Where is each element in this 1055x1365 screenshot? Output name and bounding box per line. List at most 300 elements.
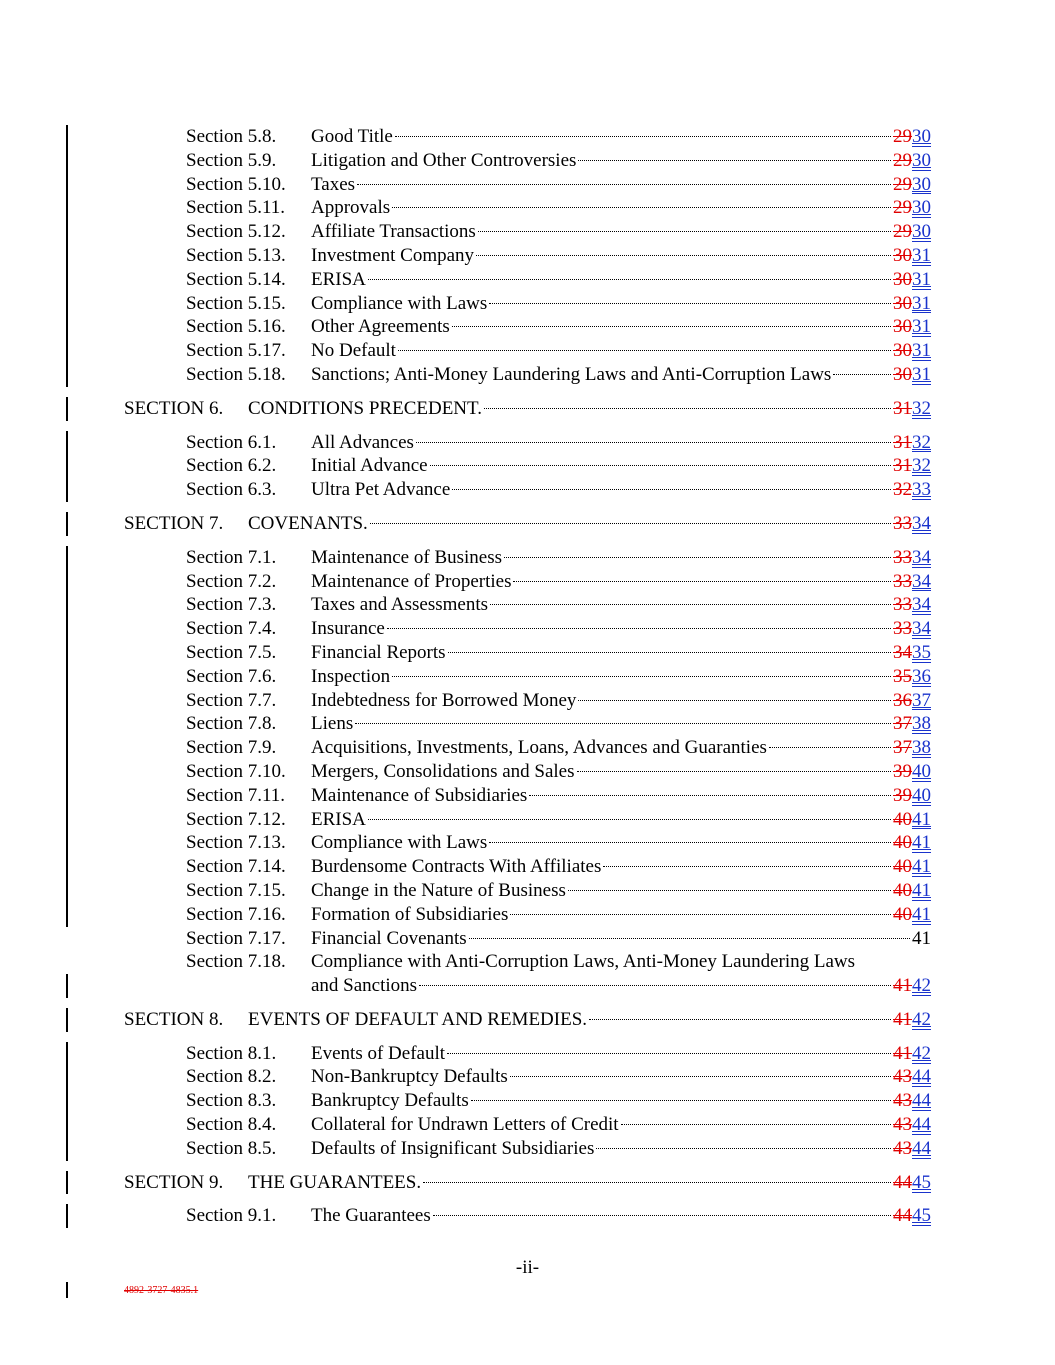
dot-leader	[357, 184, 891, 185]
change-bar	[66, 1089, 68, 1113]
inserted-page-ref[interactable]: 42	[912, 975, 931, 997]
toc-entry[interactable]	[0, 244, 1055, 268]
deleted-page-ref: 33	[893, 570, 912, 592]
change-bar	[66, 879, 68, 903]
page-ref	[893, 712, 931, 736]
page-ref	[893, 879, 931, 903]
entry-title-row	[248, 397, 931, 421]
section-title: Bankruptcy Defaults	[311, 1090, 469, 1112]
section-title: All Advances	[311, 431, 414, 453]
dot-leader	[484, 408, 891, 409]
deleted-page-ref: 43	[893, 1066, 912, 1088]
section-title: Financial Covenants	[311, 927, 467, 949]
inserted-page-ref[interactable]: 44	[912, 1114, 931, 1136]
dot-leader	[513, 581, 891, 582]
inserted-page-ref[interactable]: 32	[912, 431, 931, 453]
page-ref	[893, 220, 931, 244]
page-ref	[893, 689, 931, 713]
inserted-page-ref[interactable]: 34	[912, 546, 931, 568]
dot-leader	[833, 374, 891, 375]
toc-entry[interactable]	[0, 125, 1055, 149]
deleted-page-ref: 32	[893, 479, 912, 501]
section-title: CONDITIONS PRECEDENT.	[248, 397, 482, 419]
dot-leader	[368, 819, 891, 820]
toc-entry[interactable]	[0, 196, 1055, 220]
page-ref	[893, 1008, 931, 1032]
inserted-page-ref[interactable]: 45	[912, 1171, 931, 1193]
toc-entry[interactable]	[0, 974, 1055, 998]
inserted-page-ref[interactable]: 32	[912, 397, 931, 419]
entry-title-row	[311, 1137, 931, 1161]
deleted-page-ref: 29	[893, 149, 912, 171]
inserted-page-ref[interactable]: 30	[912, 149, 931, 171]
spacer	[0, 998, 1055, 1008]
section-title: Maintenance of Properties	[311, 570, 512, 592]
section-title: THE GUARANTEES.	[248, 1171, 422, 1193]
section-number: SECTION 6.	[124, 397, 224, 419]
section-number: Section 7.16.	[186, 903, 286, 925]
toc-entry[interactable]	[0, 478, 1055, 502]
change-bar	[66, 244, 68, 268]
dot-leader	[370, 523, 891, 524]
deleted-page-ref: 44	[893, 1171, 912, 1193]
deleted-page-ref: 37	[893, 737, 912, 759]
dot-leader	[589, 1019, 891, 1020]
deleted-page-ref: 36	[893, 689, 912, 711]
entry-title-row	[311, 831, 931, 855]
change-bar	[66, 1137, 68, 1161]
toc-entry[interactable]	[0, 315, 1055, 339]
toc-entry[interactable]	[0, 855, 1055, 879]
section-title: COVENANTS.	[248, 512, 368, 534]
inserted-page-ref[interactable]: 31	[912, 292, 931, 314]
inserted-page-ref[interactable]: 30	[912, 126, 931, 147]
page-ref	[893, 1113, 931, 1137]
inserted-page-ref[interactable]: 44	[912, 1066, 931, 1088]
section-title: Financial Reports	[311, 641, 446, 663]
page-ref	[893, 546, 931, 570]
deleted-page-ref: 30	[893, 292, 912, 314]
section-number: Section 6.3.	[186, 479, 277, 501]
deleted-page-ref: 35	[893, 665, 912, 687]
section-title: Taxes and Assessments	[311, 594, 489, 616]
dot-leader	[430, 465, 891, 466]
section-number: Section 8.5.	[186, 1137, 277, 1159]
dot-leader	[469, 938, 910, 939]
dot-leader	[471, 1100, 891, 1101]
change-bar	[66, 173, 68, 197]
change-bar	[66, 1171, 68, 1195]
dot-leader	[355, 723, 891, 724]
section-number: Section 5.8.	[186, 126, 277, 147]
deleted-page-ref: 29	[893, 197, 912, 219]
section-title: Maintenance of Subsidiaries	[311, 784, 528, 806]
deleted-page-ref: 33	[893, 594, 912, 616]
section-title: Ultra Pet Advance	[311, 479, 451, 501]
toc-entry[interactable]	[0, 220, 1055, 244]
change-bar	[66, 196, 68, 220]
section-number: Section 5.12.	[186, 221, 286, 243]
inserted-page-ref[interactable]: 38	[912, 713, 931, 735]
deleted-page-ref: 31	[893, 455, 912, 477]
page-ref	[893, 593, 931, 617]
section-title: and Sanctions	[311, 975, 418, 997]
section-number: Section 5.11.	[186, 197, 286, 219]
dot-leader	[392, 676, 891, 677]
inserted-page-ref[interactable]: 42	[912, 1008, 931, 1030]
inserted-page-ref[interactable]: 41	[912, 879, 931, 901]
section-title: Formation of Subsidiaries	[311, 903, 509, 925]
section-number: Section 6.2.	[186, 455, 277, 477]
section-number: Section 7.18.	[186, 951, 286, 973]
spacer	[0, 1194, 1055, 1204]
page-ref	[893, 855, 931, 879]
table-of-contents	[0, 125, 1055, 1228]
section-title: Affiliate Transactions	[311, 221, 476, 243]
deleted-page-ref: 33	[893, 512, 912, 534]
toc-entry[interactable]	[0, 1089, 1055, 1113]
dot-leader	[769, 747, 891, 748]
change-bar	[66, 220, 68, 244]
dot-leader	[419, 985, 891, 986]
change-bar	[66, 736, 68, 760]
dot-leader	[578, 160, 891, 161]
toc-entry[interactable]	[0, 570, 1055, 594]
change-bar	[66, 512, 68, 536]
toc-entry[interactable]	[0, 712, 1055, 736]
dot-leader	[423, 1182, 891, 1183]
toc-heading[interactable]	[0, 397, 1055, 421]
page-ref	[893, 196, 931, 220]
change-bar	[66, 593, 68, 617]
change-bar	[66, 478, 68, 502]
deleted-page-ref: 30	[893, 244, 912, 266]
toc-entry[interactable]	[0, 950, 1055, 974]
page-ref	[893, 1089, 931, 1113]
inserted-page-ref[interactable]: 44	[912, 1137, 931, 1159]
toc-entry[interactable]	[0, 292, 1055, 316]
page-ref	[893, 617, 931, 641]
page-ref	[893, 760, 931, 784]
page-ref	[893, 974, 931, 998]
deleted-page-ref: 29	[893, 126, 912, 147]
section-number: SECTION 9.	[124, 1171, 224, 1193]
entry-title-row	[311, 546, 931, 570]
entry-title-row	[311, 363, 931, 387]
entry-title-row	[311, 292, 931, 316]
document-id: 4892-3727-4835.1	[124, 1285, 199, 1296]
entry-title-row	[311, 268, 931, 292]
entry-title-row	[311, 927, 931, 951]
section-number: Section 5.18.	[186, 363, 286, 385]
inserted-page-ref[interactable]: 30	[912, 221, 931, 243]
dot-leader	[392, 207, 891, 208]
toc-entry[interactable]	[0, 831, 1055, 855]
dot-leader	[452, 326, 891, 327]
inserted-page-ref[interactable]: 35	[912, 641, 931, 663]
entry-title-row	[311, 220, 931, 244]
entry-title-row	[311, 1042, 931, 1066]
toc-entry[interactable]	[0, 760, 1055, 784]
toc-entry[interactable]	[0, 784, 1055, 808]
toc-entry[interactable]	[0, 173, 1055, 197]
deleted-page-ref: 30	[893, 363, 912, 385]
section-number: Section 7.13.	[186, 832, 286, 854]
spacer	[0, 502, 1055, 512]
change-bar	[66, 617, 68, 641]
inserted-page-ref[interactable]: 40	[912, 784, 931, 806]
page-number: -ii-	[515, 1257, 540, 1278]
entry-title-row	[311, 879, 931, 903]
section-number: Section 5.15.	[186, 292, 286, 314]
section-title: Compliance with Anti-Corruption Laws, Anti-Money Laundering Laws	[311, 951, 856, 973]
page-ref	[893, 784, 931, 808]
section-number: Section 7.14.	[186, 856, 286, 878]
toc-entry[interactable]	[0, 339, 1055, 363]
section-number: Section 7.4.	[186, 618, 277, 640]
entry-title-row	[311, 712, 931, 736]
dot-leader	[490, 604, 891, 605]
section-title: ERISA	[311, 268, 366, 290]
section-number: Section 5.13.	[186, 244, 286, 266]
change-bar	[66, 665, 68, 689]
section-number: Section 8.3.	[186, 1090, 277, 1112]
spacer	[0, 421, 1055, 431]
deleted-page-ref: 43	[893, 1090, 912, 1112]
section-title: The Guarantees	[311, 1205, 431, 1227]
section-number: Section 7.7.	[186, 689, 277, 711]
section-number: Section 7.2.	[186, 570, 277, 592]
dot-leader	[510, 914, 891, 915]
page-ref	[893, 808, 931, 832]
entry-title-row	[311, 125, 931, 149]
section-number: Section 7.12.	[186, 808, 286, 830]
deleted-page-ref: 39	[893, 784, 912, 806]
page-ref	[893, 736, 931, 760]
deleted-page-ref: 40	[893, 808, 912, 830]
deleted-page-ref: 41	[893, 1008, 912, 1030]
change-bar	[66, 292, 68, 316]
change-bar	[66, 855, 68, 879]
page-ref	[893, 454, 931, 478]
entry-title-row	[311, 617, 931, 641]
toc-entry[interactable]	[0, 617, 1055, 641]
change-bar	[66, 1042, 68, 1066]
section-number: Section 7.11.	[186, 784, 286, 806]
change-bar	[66, 339, 68, 363]
toc-entry[interactable]	[0, 1137, 1055, 1161]
section-number: Section 8.4.	[186, 1114, 277, 1136]
section-number: Section 5.14.	[186, 268, 286, 290]
inserted-page-ref[interactable]: 31	[912, 316, 931, 338]
entry-title-row	[311, 1204, 931, 1228]
inserted-page-ref[interactable]: 41	[912, 832, 931, 854]
toc-entry[interactable]	[0, 1113, 1055, 1137]
dot-leader	[395, 136, 891, 137]
section-title: Non-Bankruptcy Defaults	[311, 1066, 508, 1088]
section-title: Indebtedness for Borrowed Money	[311, 689, 577, 711]
section-title: ERISA	[311, 808, 366, 830]
toc-entry[interactable]	[0, 903, 1055, 927]
inserted-page-ref[interactable]: 38	[912, 737, 931, 759]
section-number: Section 7.10.	[186, 760, 286, 782]
section-number: Section 8.1.	[186, 1042, 277, 1064]
section-title: Events of Default	[311, 1042, 446, 1064]
entry-title-row	[311, 315, 931, 339]
inserted-page-ref[interactable]: 30	[912, 197, 931, 219]
entry-title-row	[311, 149, 931, 173]
page-ref	[893, 149, 931, 173]
toc-entry[interactable]	[0, 268, 1055, 292]
inserted-page-ref[interactable]: 30	[912, 173, 931, 195]
dot-leader	[368, 279, 891, 280]
inserted-page-ref[interactable]: 41	[912, 808, 931, 830]
section-title: Mergers, Consolidations and Sales	[311, 760, 575, 782]
page-ref	[893, 1171, 931, 1195]
section-title: Approvals	[311, 197, 391, 219]
page-ref	[893, 173, 931, 197]
entry-title-row	[311, 641, 931, 665]
toc-entry[interactable]	[0, 808, 1055, 832]
section-number: Section 7.17.	[186, 927, 286, 949]
inserted-page-ref[interactable]: 45	[912, 1205, 931, 1227]
spacer	[0, 536, 1055, 546]
inserted-page-ref[interactable]: 37	[912, 689, 931, 711]
deleted-page-ref: 43	[893, 1114, 912, 1136]
page-ref	[893, 641, 931, 665]
entry-title-row	[311, 593, 931, 617]
entry-title-row	[311, 689, 931, 713]
entry-title-row	[311, 974, 931, 998]
inserted-page-ref[interactable]: 32	[912, 455, 931, 477]
dot-leader	[621, 1124, 891, 1125]
change-bar	[66, 454, 68, 478]
entry-title-row	[311, 855, 931, 879]
section-number: Section 7.6.	[186, 665, 277, 687]
inserted-page-ref[interactable]: 31	[912, 268, 931, 290]
inserted-page-ref[interactable]: 31	[912, 363, 931, 385]
change-bar	[66, 1065, 68, 1089]
inserted-page-ref[interactable]: 34	[912, 512, 931, 534]
inserted-page-ref[interactable]: 34	[912, 570, 931, 592]
inserted-page-ref[interactable]: 41	[912, 856, 931, 878]
inserted-page-ref[interactable]: 34	[912, 594, 931, 616]
deleted-page-ref: 40	[893, 879, 912, 901]
toc-entry[interactable]	[0, 1204, 1055, 1228]
page-ref	[893, 397, 931, 421]
toc-entry[interactable]	[0, 431, 1055, 455]
inserted-page-ref[interactable]: 31	[912, 340, 931, 362]
page-ref	[893, 665, 931, 689]
section-number: Section 7.9.	[186, 737, 277, 759]
change-bar	[66, 903, 68, 927]
toc-entry[interactable]	[0, 641, 1055, 665]
section-title: Compliance with Laws	[311, 832, 488, 854]
entry-title-row	[311, 1113, 931, 1137]
toc-entry[interactable]	[0, 736, 1055, 760]
entry-title-row	[311, 1089, 931, 1113]
page-ref	[893, 363, 931, 387]
section-number: Section 7.8.	[186, 713, 277, 735]
page-ref	[893, 570, 931, 594]
section-title: Good Title	[311, 126, 393, 147]
deleted-page-ref: 40	[893, 903, 912, 925]
dot-leader	[529, 795, 891, 796]
inserted-page-ref[interactable]: 34	[912, 618, 931, 640]
toc-entry[interactable]	[0, 689, 1055, 713]
page-ref	[893, 315, 931, 339]
toc-heading[interactable]	[0, 1008, 1055, 1032]
toc-heading[interactable]	[0, 512, 1055, 536]
toc-entry[interactable]	[0, 879, 1055, 903]
change-bar	[66, 125, 68, 149]
change-bar	[66, 641, 68, 665]
inserted-page-ref[interactable]: 36	[912, 665, 931, 687]
toc-entry[interactable]	[0, 1065, 1055, 1089]
section-number: Section 5.9.	[186, 149, 277, 171]
inserted-page-ref[interactable]: 41	[912, 903, 931, 925]
toc-entry[interactable]	[0, 593, 1055, 617]
section-number: Section 7.5.	[186, 641, 277, 663]
section-number: Section 5.16.	[186, 316, 286, 338]
toc-entry[interactable]	[0, 363, 1055, 387]
section-title: Change in the Nature of Business	[311, 879, 566, 901]
entry-title-row	[311, 784, 931, 808]
inserted-page-ref[interactable]: 40	[912, 760, 931, 782]
section-number: Section 7.1.	[186, 546, 277, 568]
toc-entry[interactable]	[0, 1042, 1055, 1066]
entry-title-row	[311, 244, 931, 268]
section-title: Investment Company	[311, 244, 475, 266]
change-bar	[66, 974, 68, 998]
deleted-page-ref: 37	[893, 713, 912, 735]
toc-entry[interactable]	[0, 665, 1055, 689]
inserted-page-ref[interactable]: 42	[912, 1042, 931, 1064]
inserted-page-ref[interactable]: 33	[912, 479, 931, 501]
page-ref	[893, 292, 931, 316]
deleted-page-ref: 44	[893, 1205, 912, 1227]
section-title: Defaults of Insignificant Subsidiaries	[311, 1137, 595, 1159]
inserted-page-ref[interactable]: 31	[912, 244, 931, 266]
dot-leader	[452, 489, 891, 490]
section-number: SECTION 8.	[124, 1008, 224, 1030]
page-ref	[893, 125, 931, 149]
section-title: Maintenance of Business	[311, 546, 503, 568]
dot-leader	[603, 866, 891, 867]
toc-entry[interactable]	[0, 454, 1055, 478]
inserted-page-ref[interactable]: 44	[912, 1090, 931, 1112]
section-title: EVENTS OF DEFAULT AND REMEDIES.	[248, 1008, 588, 1030]
toc-entry[interactable]	[0, 149, 1055, 173]
section-title: Sanctions; Anti-Money Laundering Laws and Anti-Corruption Laws	[311, 363, 832, 385]
entry-title-row	[311, 196, 931, 220]
page-ref	[893, 1204, 931, 1228]
dot-leader	[476, 255, 891, 256]
deleted-page-ref: 39	[893, 760, 912, 782]
dot-leader	[510, 1076, 891, 1077]
change-bar	[66, 431, 68, 455]
toc-heading[interactable]	[0, 1171, 1055, 1195]
change-bar	[66, 546, 68, 570]
page-ref	[893, 1137, 931, 1161]
dot-leader	[447, 1053, 891, 1054]
section-title: No Default	[311, 340, 396, 362]
section-title: Compliance with Laws	[311, 292, 488, 314]
toc-entry[interactable]	[0, 546, 1055, 570]
dot-leader	[387, 628, 891, 629]
toc-entry[interactable]	[0, 927, 1055, 951]
dot-leader	[578, 700, 891, 701]
